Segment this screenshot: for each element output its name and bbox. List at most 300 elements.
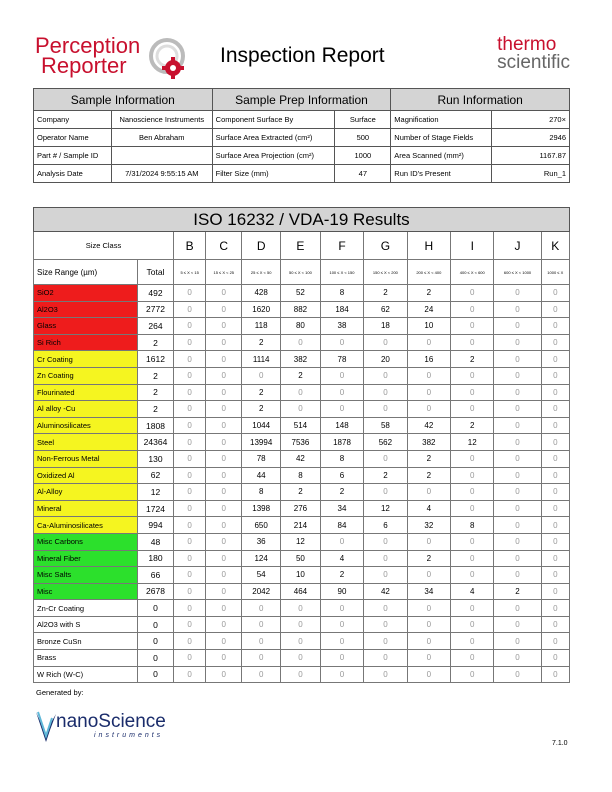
thermo-scientific-logo bbox=[497, 36, 570, 72]
particle-count: 52 bbox=[281, 285, 321, 302]
particle-count: 0 bbox=[541, 384, 569, 401]
particle-count: 84 bbox=[320, 517, 363, 534]
particle-count: 0 bbox=[364, 484, 407, 501]
particle-count: 42 bbox=[281, 450, 321, 467]
particle-count: 1114 bbox=[242, 351, 281, 368]
particle-count: 8 bbox=[320, 450, 363, 467]
particle-class-name: Non-Ferrous Metal bbox=[34, 450, 138, 467]
particle-count: 0 bbox=[494, 301, 541, 318]
particle-count: 0 bbox=[451, 650, 494, 667]
sample-prep-header: Sample Prep Information bbox=[212, 89, 391, 111]
table-row bbox=[34, 417, 570, 434]
particle-count: 0 bbox=[451, 484, 494, 501]
particle-count: 0 bbox=[206, 550, 242, 567]
run-info-header: Run Information bbox=[391, 89, 570, 111]
iso-title: ISO 16232 / VDA-19 Results bbox=[34, 208, 570, 232]
particle-count: 4 bbox=[407, 500, 450, 517]
info-table bbox=[33, 88, 570, 183]
particle-count: 0 bbox=[494, 351, 541, 368]
particle-count: 0 bbox=[206, 417, 242, 434]
particle-count: 382 bbox=[407, 434, 450, 451]
particle-total: 2772 bbox=[138, 301, 174, 318]
particle-count: 0 bbox=[174, 318, 206, 335]
particle-class-name: Bronze CuSn bbox=[34, 633, 138, 650]
particle-count: 0 bbox=[174, 533, 206, 550]
particle-count: 0 bbox=[494, 517, 541, 534]
particle-count: 0 bbox=[206, 401, 242, 418]
particle-count: 2 bbox=[407, 550, 450, 567]
particle-count: 0 bbox=[451, 467, 494, 484]
particle-count: 514 bbox=[281, 417, 321, 434]
particle-count: 0 bbox=[541, 434, 569, 451]
particle-count: 650 bbox=[242, 517, 281, 534]
particle-count: 0 bbox=[407, 600, 450, 617]
particle-count: 0 bbox=[451, 500, 494, 517]
particle-count: 2 bbox=[320, 484, 363, 501]
info-row bbox=[34, 147, 570, 165]
particle-count: 0 bbox=[281, 401, 321, 418]
particle-count: 118 bbox=[242, 318, 281, 335]
info-label: Magnification bbox=[391, 111, 492, 129]
table-row bbox=[34, 367, 570, 384]
particle-count: 0 bbox=[174, 633, 206, 650]
particle-count: 0 bbox=[242, 666, 281, 683]
particle-count: 32 bbox=[407, 517, 450, 534]
particle-count: 0 bbox=[174, 467, 206, 484]
particle-count: 0 bbox=[364, 650, 407, 667]
particle-count: 4 bbox=[320, 550, 363, 567]
particle-count: 0 bbox=[206, 666, 242, 683]
particle-class-name: SiO2 bbox=[34, 285, 138, 302]
table-row bbox=[34, 401, 570, 418]
particle-count: 80 bbox=[281, 318, 321, 335]
table-row bbox=[34, 533, 570, 550]
particle-count: 0 bbox=[407, 384, 450, 401]
particle-count: 0 bbox=[494, 567, 541, 584]
info-label: Area Scanned (mm²) bbox=[391, 147, 492, 165]
brain-gear-icon bbox=[145, 36, 191, 82]
table-row bbox=[34, 351, 570, 368]
size-class-g: G bbox=[364, 232, 407, 260]
particle-count: 276 bbox=[281, 500, 321, 517]
particle-count: 214 bbox=[281, 517, 321, 534]
particle-total: 0 bbox=[138, 600, 174, 617]
particle-count: 0 bbox=[281, 334, 321, 351]
particle-count: 7536 bbox=[281, 434, 321, 451]
particle-total: 0 bbox=[138, 616, 174, 633]
total-label: Total bbox=[138, 260, 174, 285]
particle-count: 0 bbox=[206, 616, 242, 633]
particle-count: 0 bbox=[174, 417, 206, 434]
particle-count: 0 bbox=[541, 285, 569, 302]
particle-count: 0 bbox=[364, 450, 407, 467]
particle-count: 2 bbox=[364, 467, 407, 484]
brand-line2: scientific bbox=[497, 52, 570, 73]
particle-count: 0 bbox=[541, 334, 569, 351]
particle-count: 2 bbox=[242, 334, 281, 351]
particle-count: 90 bbox=[320, 583, 363, 600]
particle-total: 1808 bbox=[138, 417, 174, 434]
particle-count: 0 bbox=[407, 616, 450, 633]
logo-line2: Reporter bbox=[41, 53, 127, 78]
particle-total: 492 bbox=[138, 285, 174, 302]
particle-class-name: Mineral Fiber bbox=[34, 550, 138, 567]
particle-count: 0 bbox=[541, 500, 569, 517]
particle-count: 1620 bbox=[242, 301, 281, 318]
size-range-e: 50 ≤ X < 100 bbox=[281, 260, 321, 285]
size-range-f: 100 ≤ X < 150 bbox=[320, 260, 363, 285]
size-range-k: 1000 ≤ X bbox=[541, 260, 569, 285]
info-label: Number of Stage Fields bbox=[391, 129, 492, 147]
particle-count: 0 bbox=[494, 550, 541, 567]
logo-line1: Perception bbox=[35, 33, 141, 58]
particle-count: 0 bbox=[494, 666, 541, 683]
particle-count: 0 bbox=[242, 367, 281, 384]
particle-count: 0 bbox=[174, 666, 206, 683]
report-title: Inspection Report bbox=[220, 44, 385, 67]
particle-count: 0 bbox=[451, 666, 494, 683]
particle-count: 34 bbox=[320, 500, 363, 517]
perception-reporter-logo bbox=[35, 34, 200, 84]
particle-total: 12 bbox=[138, 484, 174, 501]
particle-count: 0 bbox=[541, 351, 569, 368]
info-value: 500 bbox=[335, 129, 391, 147]
particle-total: 48 bbox=[138, 533, 174, 550]
particle-count: 0 bbox=[407, 633, 450, 650]
particle-count: 0 bbox=[407, 401, 450, 418]
particle-count: 1044 bbox=[242, 417, 281, 434]
size-class-c: C bbox=[206, 232, 242, 260]
report-header bbox=[30, 30, 582, 90]
particle-class-name: Oxidized Al bbox=[34, 467, 138, 484]
particle-class-name: Brass bbox=[34, 650, 138, 667]
particle-count: 0 bbox=[541, 467, 569, 484]
particle-class-name: Misc Carbons bbox=[34, 533, 138, 550]
particle-count: 0 bbox=[206, 384, 242, 401]
info-label: Surface Area Projection (cm²) bbox=[212, 147, 335, 165]
particle-count: 0 bbox=[451, 334, 494, 351]
particle-count: 10 bbox=[281, 567, 321, 584]
particle-total: 2678 bbox=[138, 583, 174, 600]
particle-count: 0 bbox=[494, 616, 541, 633]
generated-by-label: Generated by: bbox=[36, 688, 84, 697]
table-row bbox=[34, 384, 570, 401]
particle-count: 2 bbox=[407, 450, 450, 467]
particle-count: 24 bbox=[407, 301, 450, 318]
size-range-j: 600 ≤ X < 1000 bbox=[494, 260, 541, 285]
particle-count: 78 bbox=[320, 351, 363, 368]
particle-count: 42 bbox=[364, 583, 407, 600]
table-row bbox=[34, 500, 570, 517]
info-label: Operator Name bbox=[34, 129, 112, 147]
particle-count: 2 bbox=[281, 367, 321, 384]
particle-count: 0 bbox=[206, 600, 242, 617]
particle-count: 6 bbox=[320, 467, 363, 484]
info-value: 7/31/2024 9:55:15 AM bbox=[111, 165, 212, 183]
particle-total: 1612 bbox=[138, 351, 174, 368]
iso-results-table bbox=[33, 207, 570, 683]
particle-count: 0 bbox=[541, 666, 569, 683]
particle-count: 2 bbox=[407, 467, 450, 484]
particle-count: 2 bbox=[451, 351, 494, 368]
particle-count: 0 bbox=[494, 500, 541, 517]
size-class-k: K bbox=[541, 232, 569, 260]
particle-class-name: Mineral bbox=[34, 500, 138, 517]
info-value bbox=[111, 147, 212, 165]
particle-count: 0 bbox=[174, 367, 206, 384]
particle-count: 0 bbox=[206, 633, 242, 650]
particle-count: 0 bbox=[407, 334, 450, 351]
particle-count: 13994 bbox=[242, 434, 281, 451]
version-label: 7.1.0 bbox=[552, 740, 568, 747]
particle-count: 0 bbox=[541, 450, 569, 467]
particle-count: 0 bbox=[206, 301, 242, 318]
table-row bbox=[34, 517, 570, 534]
particle-total: 130 bbox=[138, 450, 174, 467]
particle-count: 0 bbox=[242, 633, 281, 650]
particle-count: 382 bbox=[281, 351, 321, 368]
particle-count: 0 bbox=[407, 367, 450, 384]
particle-count: 0 bbox=[206, 567, 242, 584]
particle-count: 0 bbox=[364, 616, 407, 633]
info-row bbox=[34, 165, 570, 183]
info-label: Part # / Sample ID bbox=[34, 147, 112, 165]
particle-count: 0 bbox=[541, 616, 569, 633]
particle-count: 0 bbox=[206, 450, 242, 467]
ns-swoosh-icon bbox=[34, 710, 58, 746]
particle-count: 62 bbox=[364, 301, 407, 318]
particle-count: 0 bbox=[206, 351, 242, 368]
particle-count: 0 bbox=[206, 285, 242, 302]
particle-count: 0 bbox=[320, 600, 363, 617]
particle-count: 0 bbox=[364, 334, 407, 351]
particle-count: 44 bbox=[242, 467, 281, 484]
particle-count: 0 bbox=[206, 318, 242, 335]
particle-count: 0 bbox=[451, 285, 494, 302]
particle-count: 8 bbox=[242, 484, 281, 501]
info-value: Ben Abraham bbox=[111, 129, 212, 147]
particle-count: 0 bbox=[174, 434, 206, 451]
info-value: 1167.87 bbox=[492, 147, 570, 165]
info-row bbox=[34, 111, 570, 129]
particle-count: 2042 bbox=[242, 583, 281, 600]
particle-count: 0 bbox=[451, 318, 494, 335]
table-row bbox=[34, 583, 570, 600]
size-range-i: 400 ≤ X < 600 bbox=[451, 260, 494, 285]
size-class-b: B bbox=[174, 232, 206, 260]
particle-count: 0 bbox=[494, 318, 541, 335]
particle-count: 42 bbox=[407, 417, 450, 434]
particle-count: 12 bbox=[364, 500, 407, 517]
table-row bbox=[34, 666, 570, 683]
particle-count: 0 bbox=[320, 650, 363, 667]
particle-count: 16 bbox=[407, 351, 450, 368]
particle-count: 0 bbox=[174, 567, 206, 584]
particle-class-name: Al-Alloy bbox=[34, 484, 138, 501]
particle-count: 58 bbox=[364, 417, 407, 434]
particle-count: 0 bbox=[206, 517, 242, 534]
particle-count: 0 bbox=[541, 517, 569, 534]
particle-count: 2 bbox=[320, 567, 363, 584]
particle-count: 0 bbox=[541, 533, 569, 550]
info-value: Nanoscience Instruments bbox=[111, 111, 212, 129]
particle-count: 0 bbox=[494, 467, 541, 484]
particle-class-name: Aluminosilicates bbox=[34, 417, 138, 434]
table-row bbox=[34, 318, 570, 335]
particle-class-name: Glass bbox=[34, 318, 138, 335]
particle-count: 0 bbox=[320, 666, 363, 683]
particle-total: 2 bbox=[138, 367, 174, 384]
particle-count: 0 bbox=[320, 533, 363, 550]
particle-count: 0 bbox=[206, 467, 242, 484]
particle-count: 0 bbox=[281, 666, 321, 683]
particle-count: 78 bbox=[242, 450, 281, 467]
particle-count: 2 bbox=[364, 285, 407, 302]
particle-count: 0 bbox=[407, 666, 450, 683]
particle-count: 0 bbox=[174, 401, 206, 418]
particle-count: 0 bbox=[364, 567, 407, 584]
table-row bbox=[34, 285, 570, 302]
particle-total: 0 bbox=[138, 633, 174, 650]
particle-count: 0 bbox=[494, 600, 541, 617]
particle-count: 0 bbox=[494, 484, 541, 501]
particle-count: 0 bbox=[451, 600, 494, 617]
particle-count: 0 bbox=[451, 301, 494, 318]
particle-count: 0 bbox=[320, 367, 363, 384]
particle-class-name: Si Rich bbox=[34, 334, 138, 351]
particle-count: 428 bbox=[242, 285, 281, 302]
particle-count: 0 bbox=[206, 434, 242, 451]
particle-count: 0 bbox=[174, 650, 206, 667]
particle-count: 0 bbox=[174, 384, 206, 401]
particle-count: 0 bbox=[494, 334, 541, 351]
info-value: 2946 bbox=[492, 129, 570, 147]
particle-count: 0 bbox=[206, 583, 242, 600]
particle-count: 0 bbox=[174, 285, 206, 302]
particle-count: 0 bbox=[494, 367, 541, 384]
particle-count: 0 bbox=[206, 334, 242, 351]
particle-count: 0 bbox=[364, 533, 407, 550]
table-row bbox=[34, 650, 570, 667]
particle-class-name: Misc bbox=[34, 583, 138, 600]
particle-class-name: Cr Coating bbox=[34, 351, 138, 368]
particle-count: 0 bbox=[451, 367, 494, 384]
particle-count: 0 bbox=[174, 334, 206, 351]
particle-count: 0 bbox=[494, 401, 541, 418]
size-class-h: H bbox=[407, 232, 450, 260]
particle-count: 2 bbox=[242, 401, 281, 418]
ns-logo-main: nanoScience bbox=[56, 711, 166, 732]
size-class-i: I bbox=[451, 232, 494, 260]
particle-count: 0 bbox=[407, 484, 450, 501]
size-class-label: Size Class bbox=[34, 232, 174, 260]
size-range-d: 25 ≤ X < 50 bbox=[242, 260, 281, 285]
particle-count: 0 bbox=[206, 484, 242, 501]
particle-count: 0 bbox=[451, 616, 494, 633]
table-row bbox=[34, 567, 570, 584]
particle-count: 0 bbox=[281, 650, 321, 667]
particle-count: 0 bbox=[541, 583, 569, 600]
particle-total: 2 bbox=[138, 401, 174, 418]
particle-count: 0 bbox=[174, 450, 206, 467]
particle-class-name: Ca-Aluminosilicates bbox=[34, 517, 138, 534]
particle-count: 0 bbox=[364, 401, 407, 418]
particle-total: 264 bbox=[138, 318, 174, 335]
table-row bbox=[34, 434, 570, 451]
size-range-label: Size Range (µm) bbox=[34, 260, 138, 285]
particle-count: 1398 bbox=[242, 500, 281, 517]
particle-count: 0 bbox=[174, 517, 206, 534]
particle-count: 0 bbox=[541, 650, 569, 667]
particle-count: 0 bbox=[174, 351, 206, 368]
particle-class-name: Al2O3 bbox=[34, 301, 138, 318]
particle-count: 0 bbox=[242, 650, 281, 667]
particle-count: 882 bbox=[281, 301, 321, 318]
ns-logo-sub: instruments bbox=[94, 732, 164, 739]
particle-class-name: Al2O3 with S bbox=[34, 616, 138, 633]
info-label: Component Surface By bbox=[212, 111, 335, 129]
particle-count: 0 bbox=[320, 384, 363, 401]
particle-count: 0 bbox=[541, 550, 569, 567]
particle-class-name: Steel bbox=[34, 434, 138, 451]
table-row bbox=[34, 484, 570, 501]
particle-count: 0 bbox=[206, 500, 242, 517]
particle-count: 0 bbox=[174, 616, 206, 633]
particle-count: 0 bbox=[541, 318, 569, 335]
particle-count: 0 bbox=[320, 401, 363, 418]
nanoscience-logo bbox=[34, 708, 184, 748]
particle-count: 2 bbox=[494, 583, 541, 600]
particle-count: 0 bbox=[206, 533, 242, 550]
particle-count: 0 bbox=[174, 583, 206, 600]
particle-count: 0 bbox=[541, 401, 569, 418]
particle-count: 0 bbox=[407, 567, 450, 584]
particle-count: 0 bbox=[281, 616, 321, 633]
particle-total: 0 bbox=[138, 666, 174, 683]
table-row bbox=[34, 633, 570, 650]
particle-count: 20 bbox=[364, 351, 407, 368]
particle-total: 994 bbox=[138, 517, 174, 534]
particle-count: 0 bbox=[242, 600, 281, 617]
particle-count: 0 bbox=[541, 367, 569, 384]
info-label: Run ID's Present bbox=[391, 165, 492, 183]
size-class-f: F bbox=[320, 232, 363, 260]
info-value: Surface bbox=[335, 111, 391, 129]
particle-count: 0 bbox=[281, 600, 321, 617]
particle-count: 0 bbox=[451, 450, 494, 467]
particle-count: 0 bbox=[451, 384, 494, 401]
particle-total: 2 bbox=[138, 384, 174, 401]
particle-count: 0 bbox=[320, 633, 363, 650]
table-row bbox=[34, 600, 570, 617]
particle-count: 0 bbox=[494, 450, 541, 467]
info-row bbox=[34, 129, 570, 147]
particle-class-name: Zn-Cr Coating bbox=[34, 600, 138, 617]
particle-count: 0 bbox=[364, 367, 407, 384]
info-label: Filter Size (mm) bbox=[212, 165, 335, 183]
particle-count: 8 bbox=[281, 467, 321, 484]
particle-total: 66 bbox=[138, 567, 174, 584]
size-range-g: 150 ≤ X < 200 bbox=[364, 260, 407, 285]
size-range-c: 15 ≤ X < 25 bbox=[206, 260, 242, 285]
particle-count: 54 bbox=[242, 567, 281, 584]
size-class-d: D bbox=[242, 232, 281, 260]
particle-count: 38 bbox=[320, 318, 363, 335]
particle-count: 0 bbox=[320, 616, 363, 633]
particle-count: 0 bbox=[206, 650, 242, 667]
particle-class-name: Flourinated bbox=[34, 384, 138, 401]
particle-count: 0 bbox=[494, 633, 541, 650]
